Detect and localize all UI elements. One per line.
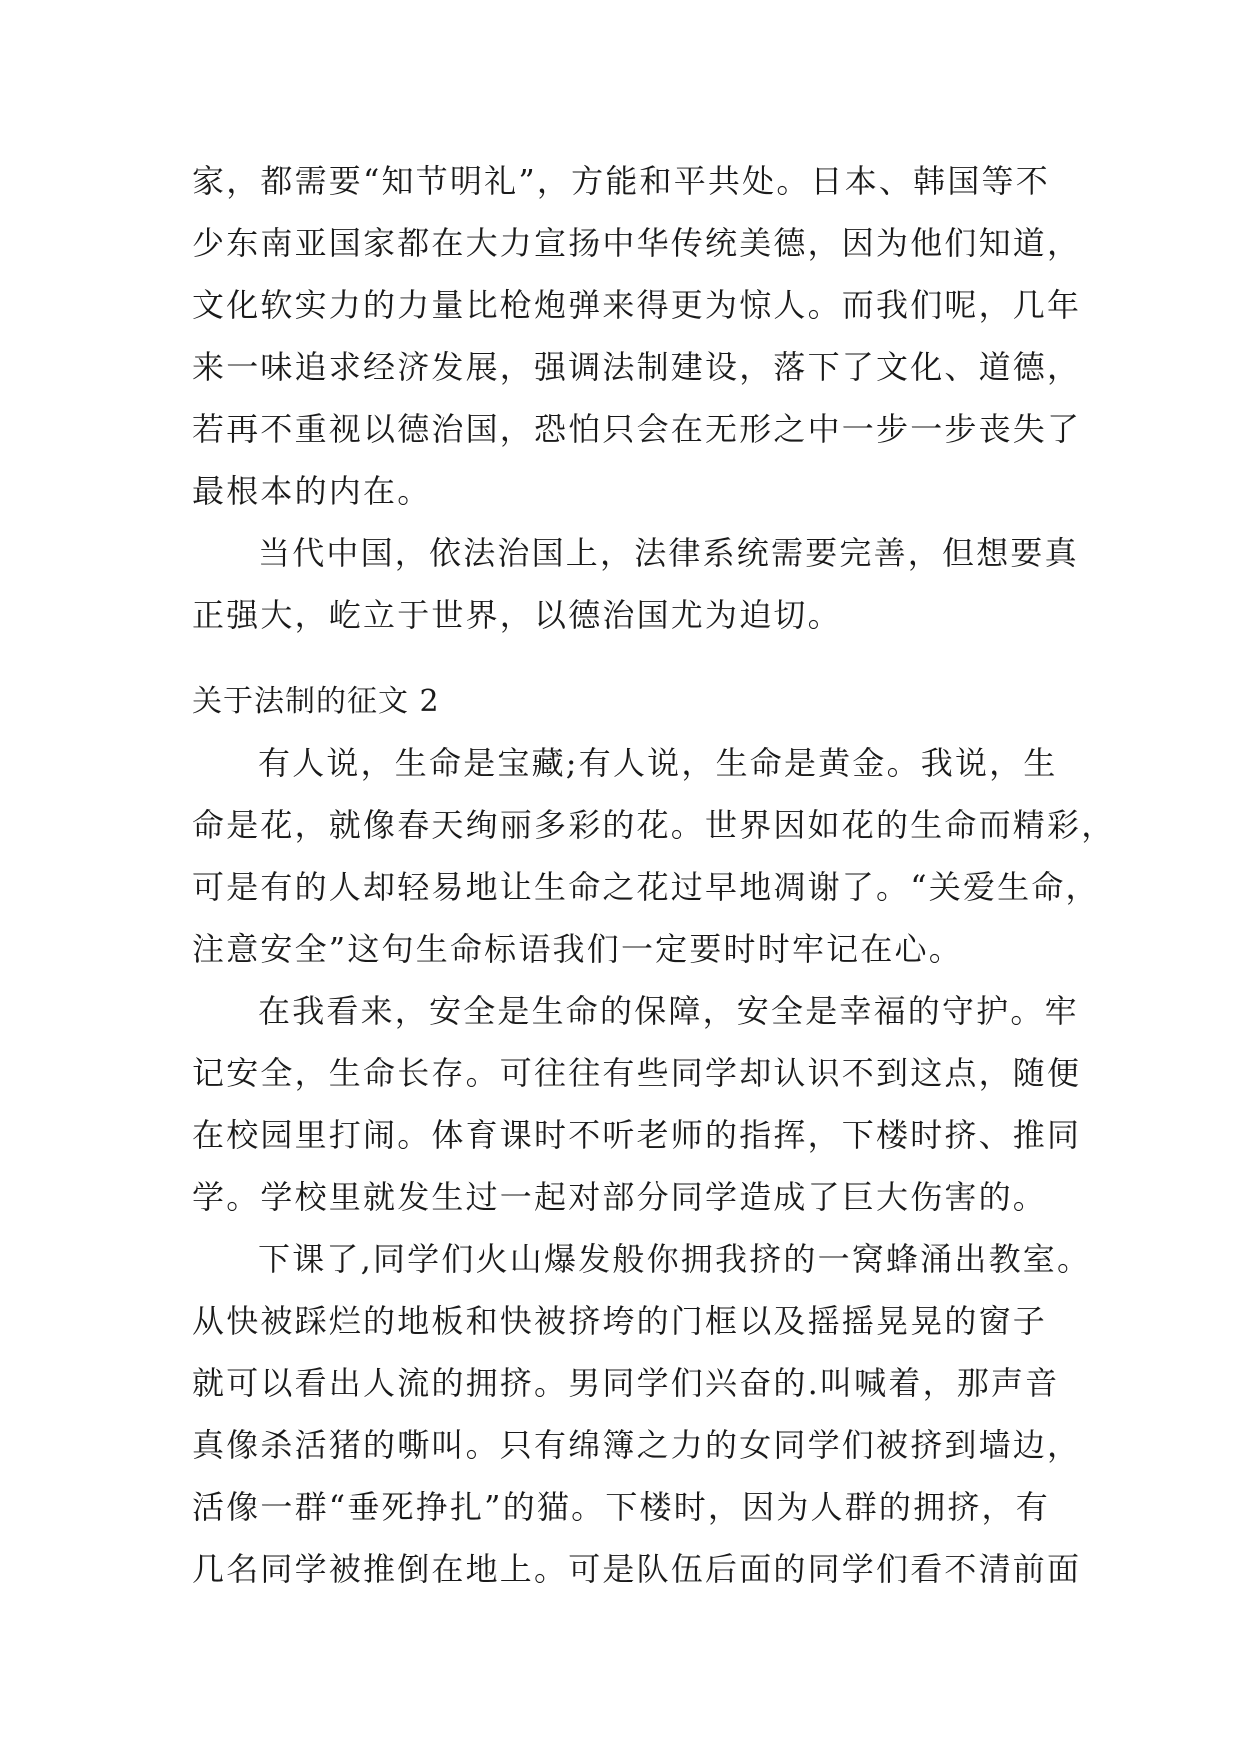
section-heading: 关于法制的征文 2	[192, 684, 440, 719]
text-line: 几名同学被推倒在地上。可是队伍后面的同学们看不清前面	[192, 1550, 1082, 1588]
text-line: 最根本的内在。	[192, 472, 432, 510]
text-line: 有人说，生命是宝藏;有人说，生命是黄金。我说，生	[258, 744, 1058, 782]
text-line: 注意安全”这句生命标语我们一定要时时牢记在心。	[192, 930, 963, 968]
paragraph-modern-china	[192, 522, 1079, 646]
text-line: 家，都需要“知节明礼”，方能和平共处。日本、韩国等不	[192, 162, 1050, 200]
text-line: 从快被踩烂的地板和快被挤垮的门框以及摇摇晃晃的窗子	[192, 1302, 1048, 1340]
section-gap	[192, 646, 1062, 672]
text-line: 就可以看出人流的拥挤。男同学们兴奋的.叫喊着，那声音	[192, 1364, 1060, 1402]
text-line: 若再不重视以德治国，恐怕只会在无形之中一步一步丧失了	[192, 410, 1082, 448]
text-line: 学。学校里就发生过一起对部分同学造成了巨大伤害的。	[192, 1178, 1048, 1216]
paragraph-safety	[192, 980, 1082, 1228]
text-line: 可是有的人却轻易地让生命之花过早地凋谢了。“关爱生命，	[192, 868, 1100, 906]
text-line: 下课了,同学们火山爆发般你拥我挤的一窝蜂涌出教室。	[258, 1240, 1092, 1278]
text-line: 来一味追求经济发展，强调法制建设，落下了文化、道德，	[192, 348, 1082, 386]
text-line: 真像杀活猪的嘶叫。只有绵簿之力的女同学们被挤到墙边，	[192, 1426, 1082, 1464]
text-line: 文化软实力的力量比枪炮弹来得更为惊人。而我们呢，几年	[192, 286, 1082, 324]
document-page	[192, 150, 1116, 1600]
text-line: 在我看来，安全是生命的保障，安全是幸福的守护。牢	[258, 992, 1079, 1030]
text-line: 活像一群“垂死挣扎”的猫。下楼时，因为人群的拥挤，有	[192, 1488, 1050, 1526]
paragraph-after-class	[192, 1228, 1092, 1600]
text-line: 当代中国，依法治国上，法律系统需要完善，但想要真	[258, 534, 1079, 572]
paragraph-virtue-rule	[192, 150, 1082, 522]
text-line: 在校园里打闹。体育课时不听老师的指挥，下楼时挤、推同	[192, 1116, 1082, 1154]
text-line: 少东南亚国家都在大力宣扬中华传统美德，因为他们知道，	[192, 224, 1082, 262]
text-line: 记安全，生命长存。可往往有些同学却认识不到这点，随便	[192, 1054, 1082, 1092]
text-line: 正强大，屹立于世界，以德治国尤为迫切。	[192, 596, 842, 634]
paragraph-life-flower	[192, 732, 1116, 980]
text-line: 命是花，就像春天绚丽多彩的花。世界因如花的生命而精彩，	[192, 806, 1116, 844]
